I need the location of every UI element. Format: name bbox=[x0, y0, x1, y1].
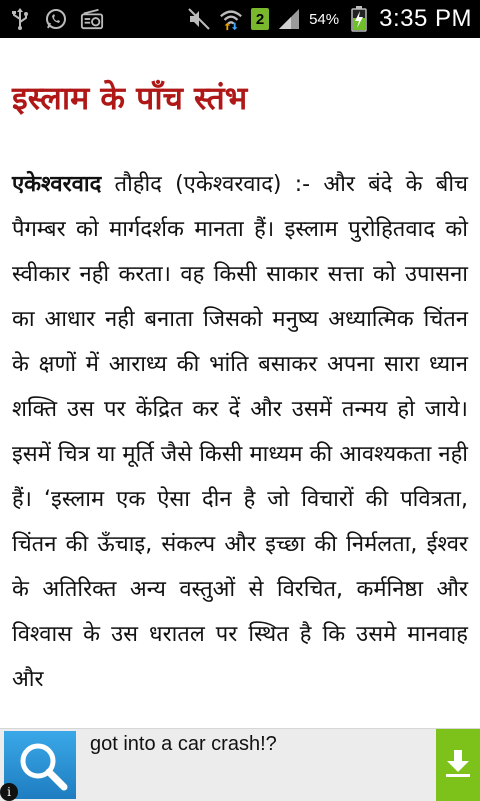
wifi-icon bbox=[219, 7, 243, 31]
search-icon bbox=[14, 739, 70, 797]
article-term: एकेश्वरवाद bbox=[12, 172, 102, 197]
ad-download-button[interactable] bbox=[436, 729, 480, 801]
mute-icon bbox=[187, 7, 211, 31]
usb-icon bbox=[8, 7, 32, 31]
status-bar bbox=[0, 0, 480, 38]
clock: 3:35 PM bbox=[379, 5, 472, 32]
download-icon bbox=[443, 748, 473, 782]
battery-percent: 54% bbox=[309, 10, 340, 28]
battery-charging-icon bbox=[347, 7, 371, 31]
radio-icon bbox=[80, 7, 104, 31]
signal-icon bbox=[277, 7, 301, 31]
whatsapp-icon bbox=[44, 7, 68, 31]
ad-banner[interactable] bbox=[0, 728, 480, 801]
status-bar-left bbox=[8, 6, 104, 32]
article-body bbox=[12, 162, 468, 702]
article-title: इस्लाम के पाँच स्तंभ bbox=[12, 79, 248, 117]
article-body-text: तौहीद (एकेश्वरवाद) :- और बंदे के बीच पैगम्बर को मार्गदर्शक मानता हैं। इस्लाम पुरोहितवाद को स्वीकार नही करता। वह किसी साकार सत्ता को उपासना का आधार नही बनाता जिसको मनुष्य अध्यात्मिक चिंतन के क्षणों में आराध्य की भांति बसाकर अपना सारा ध्यान शक्ति उस पर केंद्रित कर दें और उसमें तन्मय हो जाये। इसमें चित्र या मूर्ति जैसे किसी माध्यम की आवश्यकता नही हैं। ‘इस्लाम एक ऐसा दीन है जो विचारों की पवित्रता, चिंतन की ऊॅंचाइ, संकल्प और इच्छा की निर्मलता, ईश्वर के अतिरिक्त अन्य वस्तुओं से विरचित, कर्मनिष्ठा और विश्वास के उस धरातल पर स्थित है कि उसमे मानवाह और bbox=[12, 172, 469, 692]
ad-text[interactable]: got into a car crash!? bbox=[90, 733, 277, 755]
ad-info-icon[interactable]: i bbox=[0, 783, 18, 801]
notification-badge: 2 bbox=[251, 8, 269, 30]
article-scroll-area[interactable] bbox=[0, 38, 480, 728]
status-bar-right bbox=[187, 6, 472, 32]
